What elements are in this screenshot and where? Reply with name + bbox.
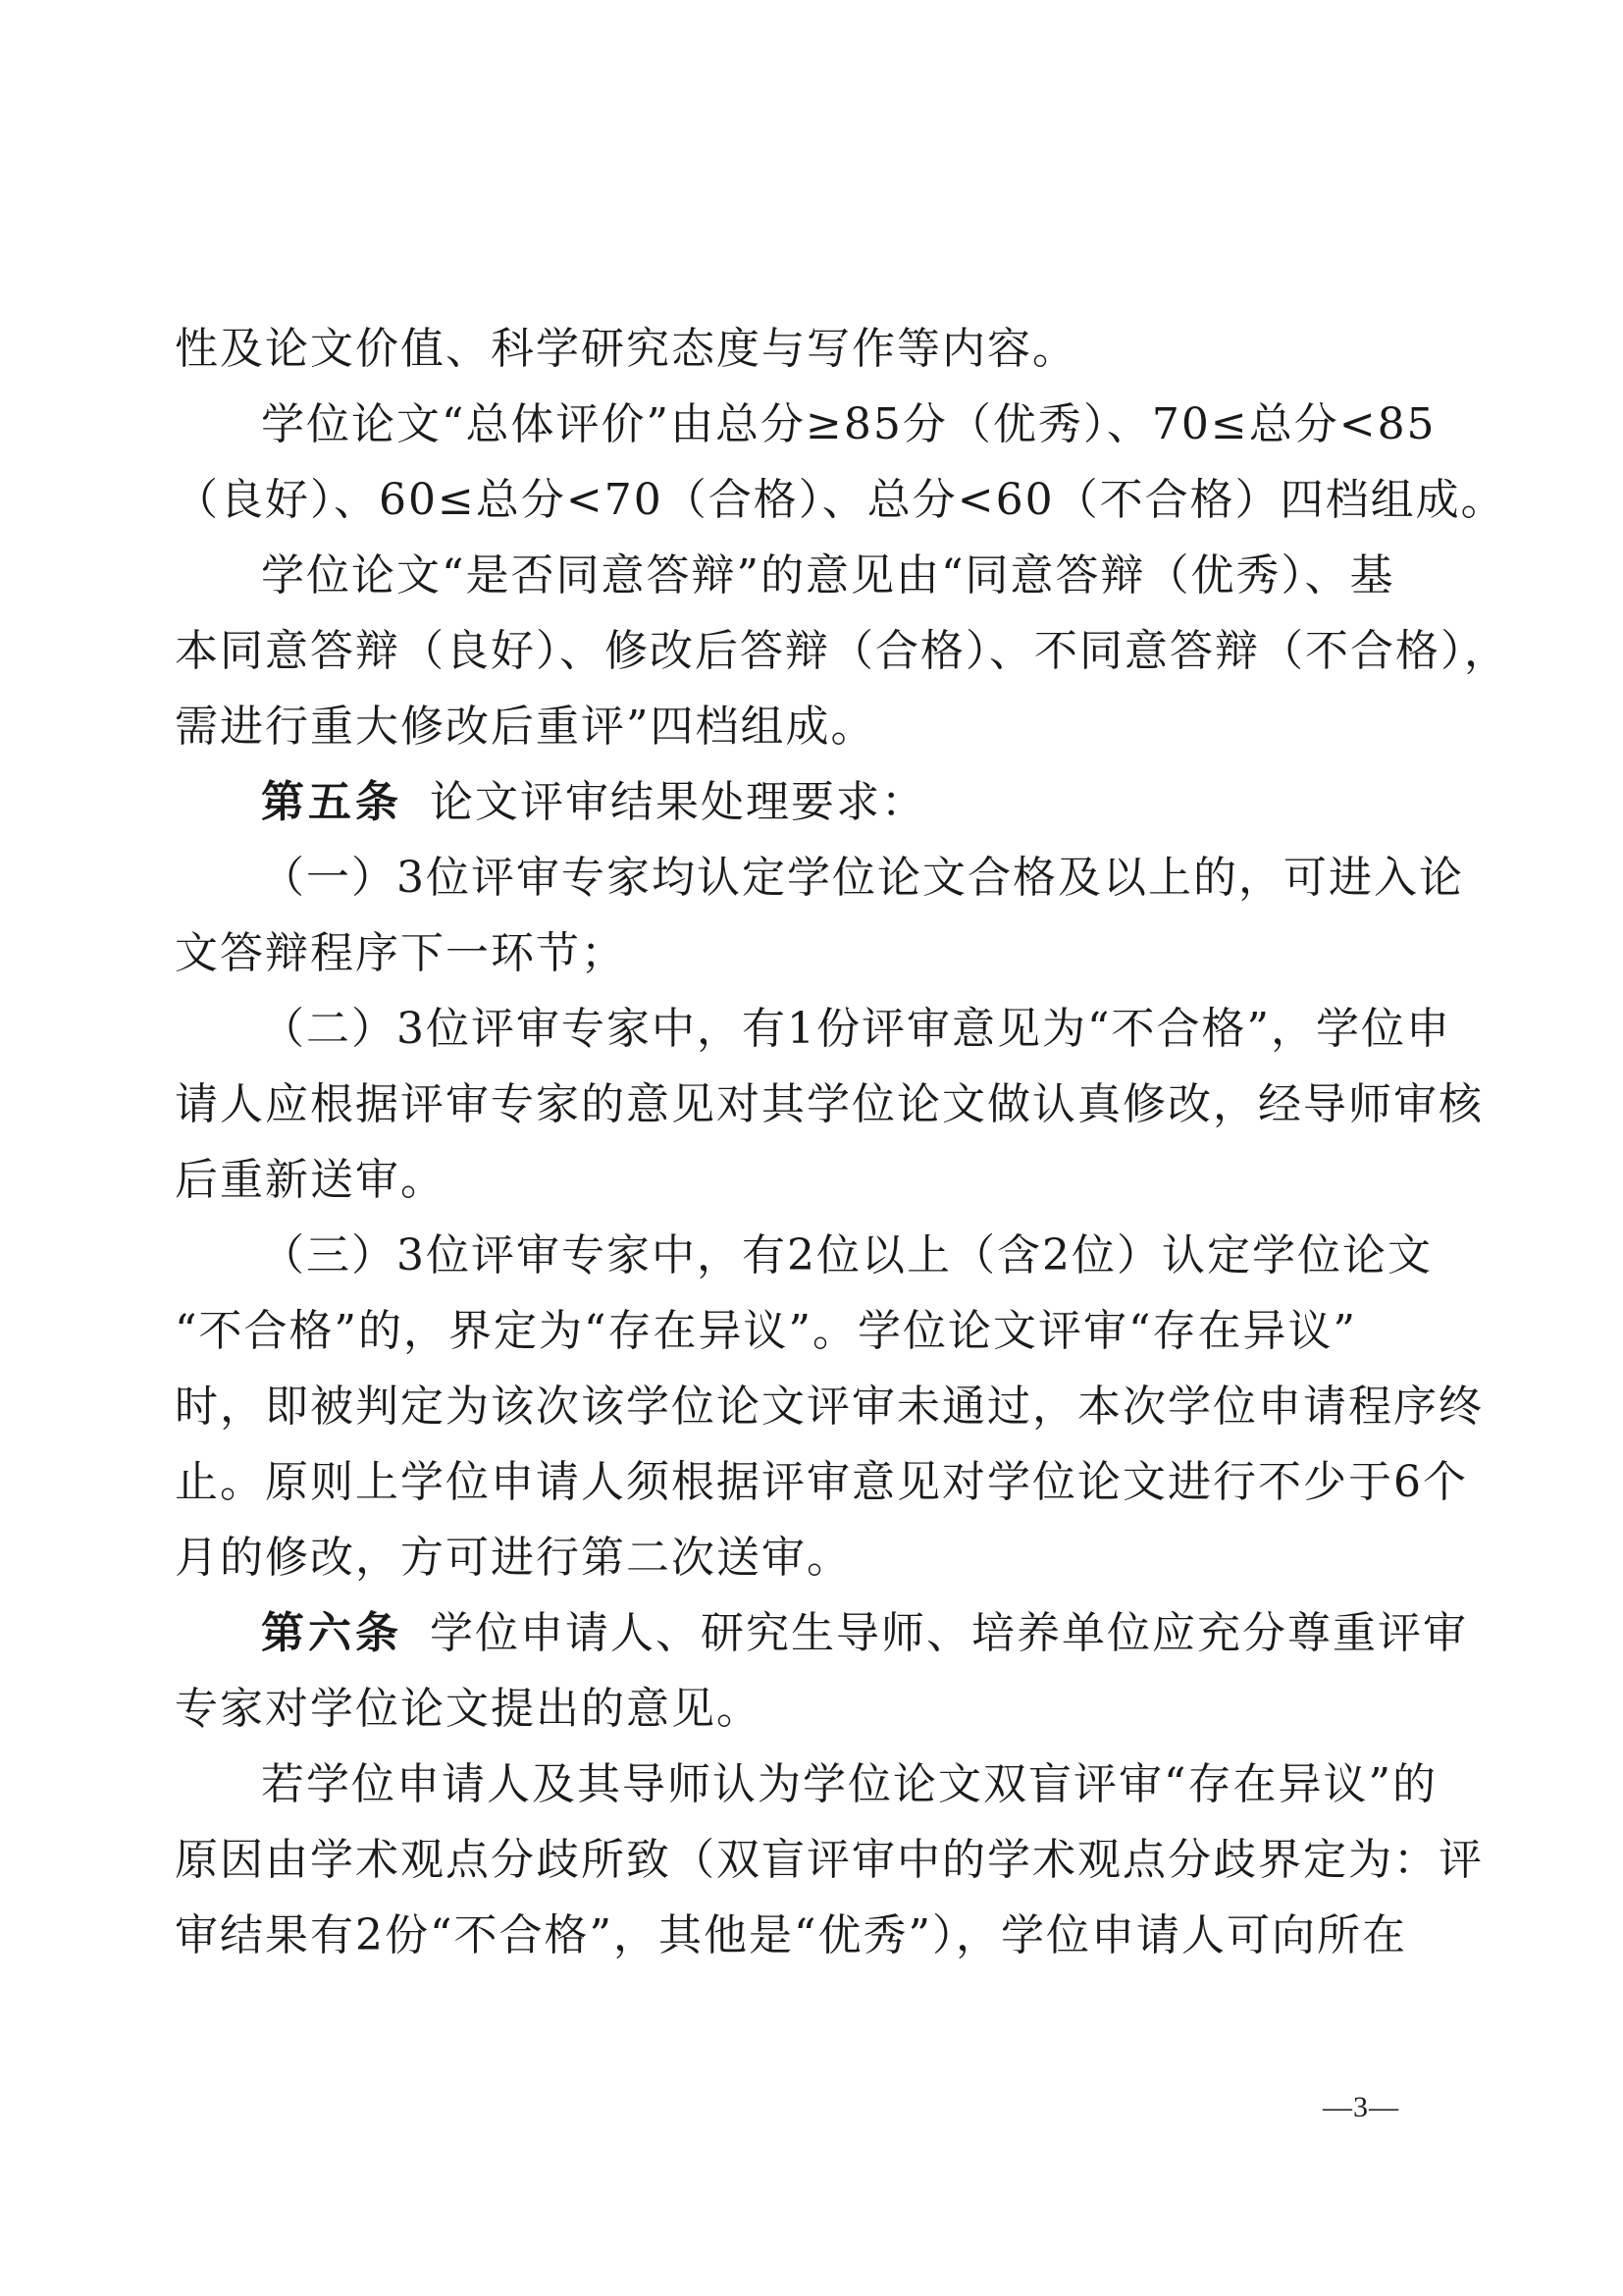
paragraph-line: 文答辩程序下一环节；	[175, 928, 626, 978]
paragraph-line: 本同意答辩（良好）、修改后答辩（合格）、不同意答辩（不合格），	[175, 626, 1509, 676]
paragraph-line: 若学位申请人及其导师认为学位论文双盲评审“存在异议”的	[261, 1759, 1438, 1809]
paragraph-line: （良好）、60≤总分<70（合格）、总分<60（不合格）四档组成。	[175, 475, 1506, 525]
paragraph-line: “不合格”的，界定为“存在异议”。学位论文评审“存在异议”	[175, 1306, 1357, 1356]
article-heading-line: 第五条 论文评审结果处理要求：	[261, 777, 926, 827]
paragraph-line: 学位论文“总体评价”由总分≥85分（优秀）、70≤总分<85	[261, 399, 1437, 449]
paragraph-line: 请人应根据评审专家的意见对其学位论文做认真修改，经导师审核	[175, 1079, 1484, 1129]
paragraph-line: 时，即被判定为该次该学位论文评审未通过，本次学位申请程序终	[175, 1382, 1484, 1432]
paragraph-line: 月的修改，方可进行第二次送审。	[175, 1533, 852, 1583]
paragraph-line: （一）3位评审专家均认定学位论文合格及以上的，可进入论	[261, 853, 1464, 903]
paragraph-line: 审结果有2份“不合格”，其他是“优秀”），学位申请人可向所在	[175, 1910, 1407, 1960]
paragraph-line: 专家对学位论文提出的意见。	[175, 1684, 761, 1734]
paragraph-line: 后重新送审。	[175, 1155, 445, 1205]
paragraph-line: 需进行重大修改后重评”四档组成。	[175, 702, 876, 752]
paragraph-line: （三）3位评审专家中，有2位以上（含2位）认定学位论文	[261, 1230, 1433, 1280]
paragraph-line: 性及论文价值、科学研究态度与写作等内容。	[175, 324, 1077, 374]
article-number: 第五条	[261, 777, 402, 827]
paragraph-line: （二）3位评审专家中，有1份评审意见为“不合格”，学位申	[261, 1004, 1451, 1054]
page-number: —3—	[1323, 2091, 1399, 2123]
paragraph-line: 学位论文“是否同意答辩”的意见由“同意答辩（优秀）、基	[261, 550, 1395, 600]
article-heading-line: 第六条 学位申请人、研究生导师、培养单位应充分尊重评审	[261, 1608, 1468, 1658]
article-number: 第六条	[261, 1608, 402, 1658]
paragraph-line: 原因由学术观点分歧所致（双盲评审中的学术观点分歧界定为：评	[175, 1835, 1484, 1885]
paragraph-line: 止。原则上学位申请人须根据评审意见对学位论文进行不少于6个	[175, 1457, 1468, 1507]
